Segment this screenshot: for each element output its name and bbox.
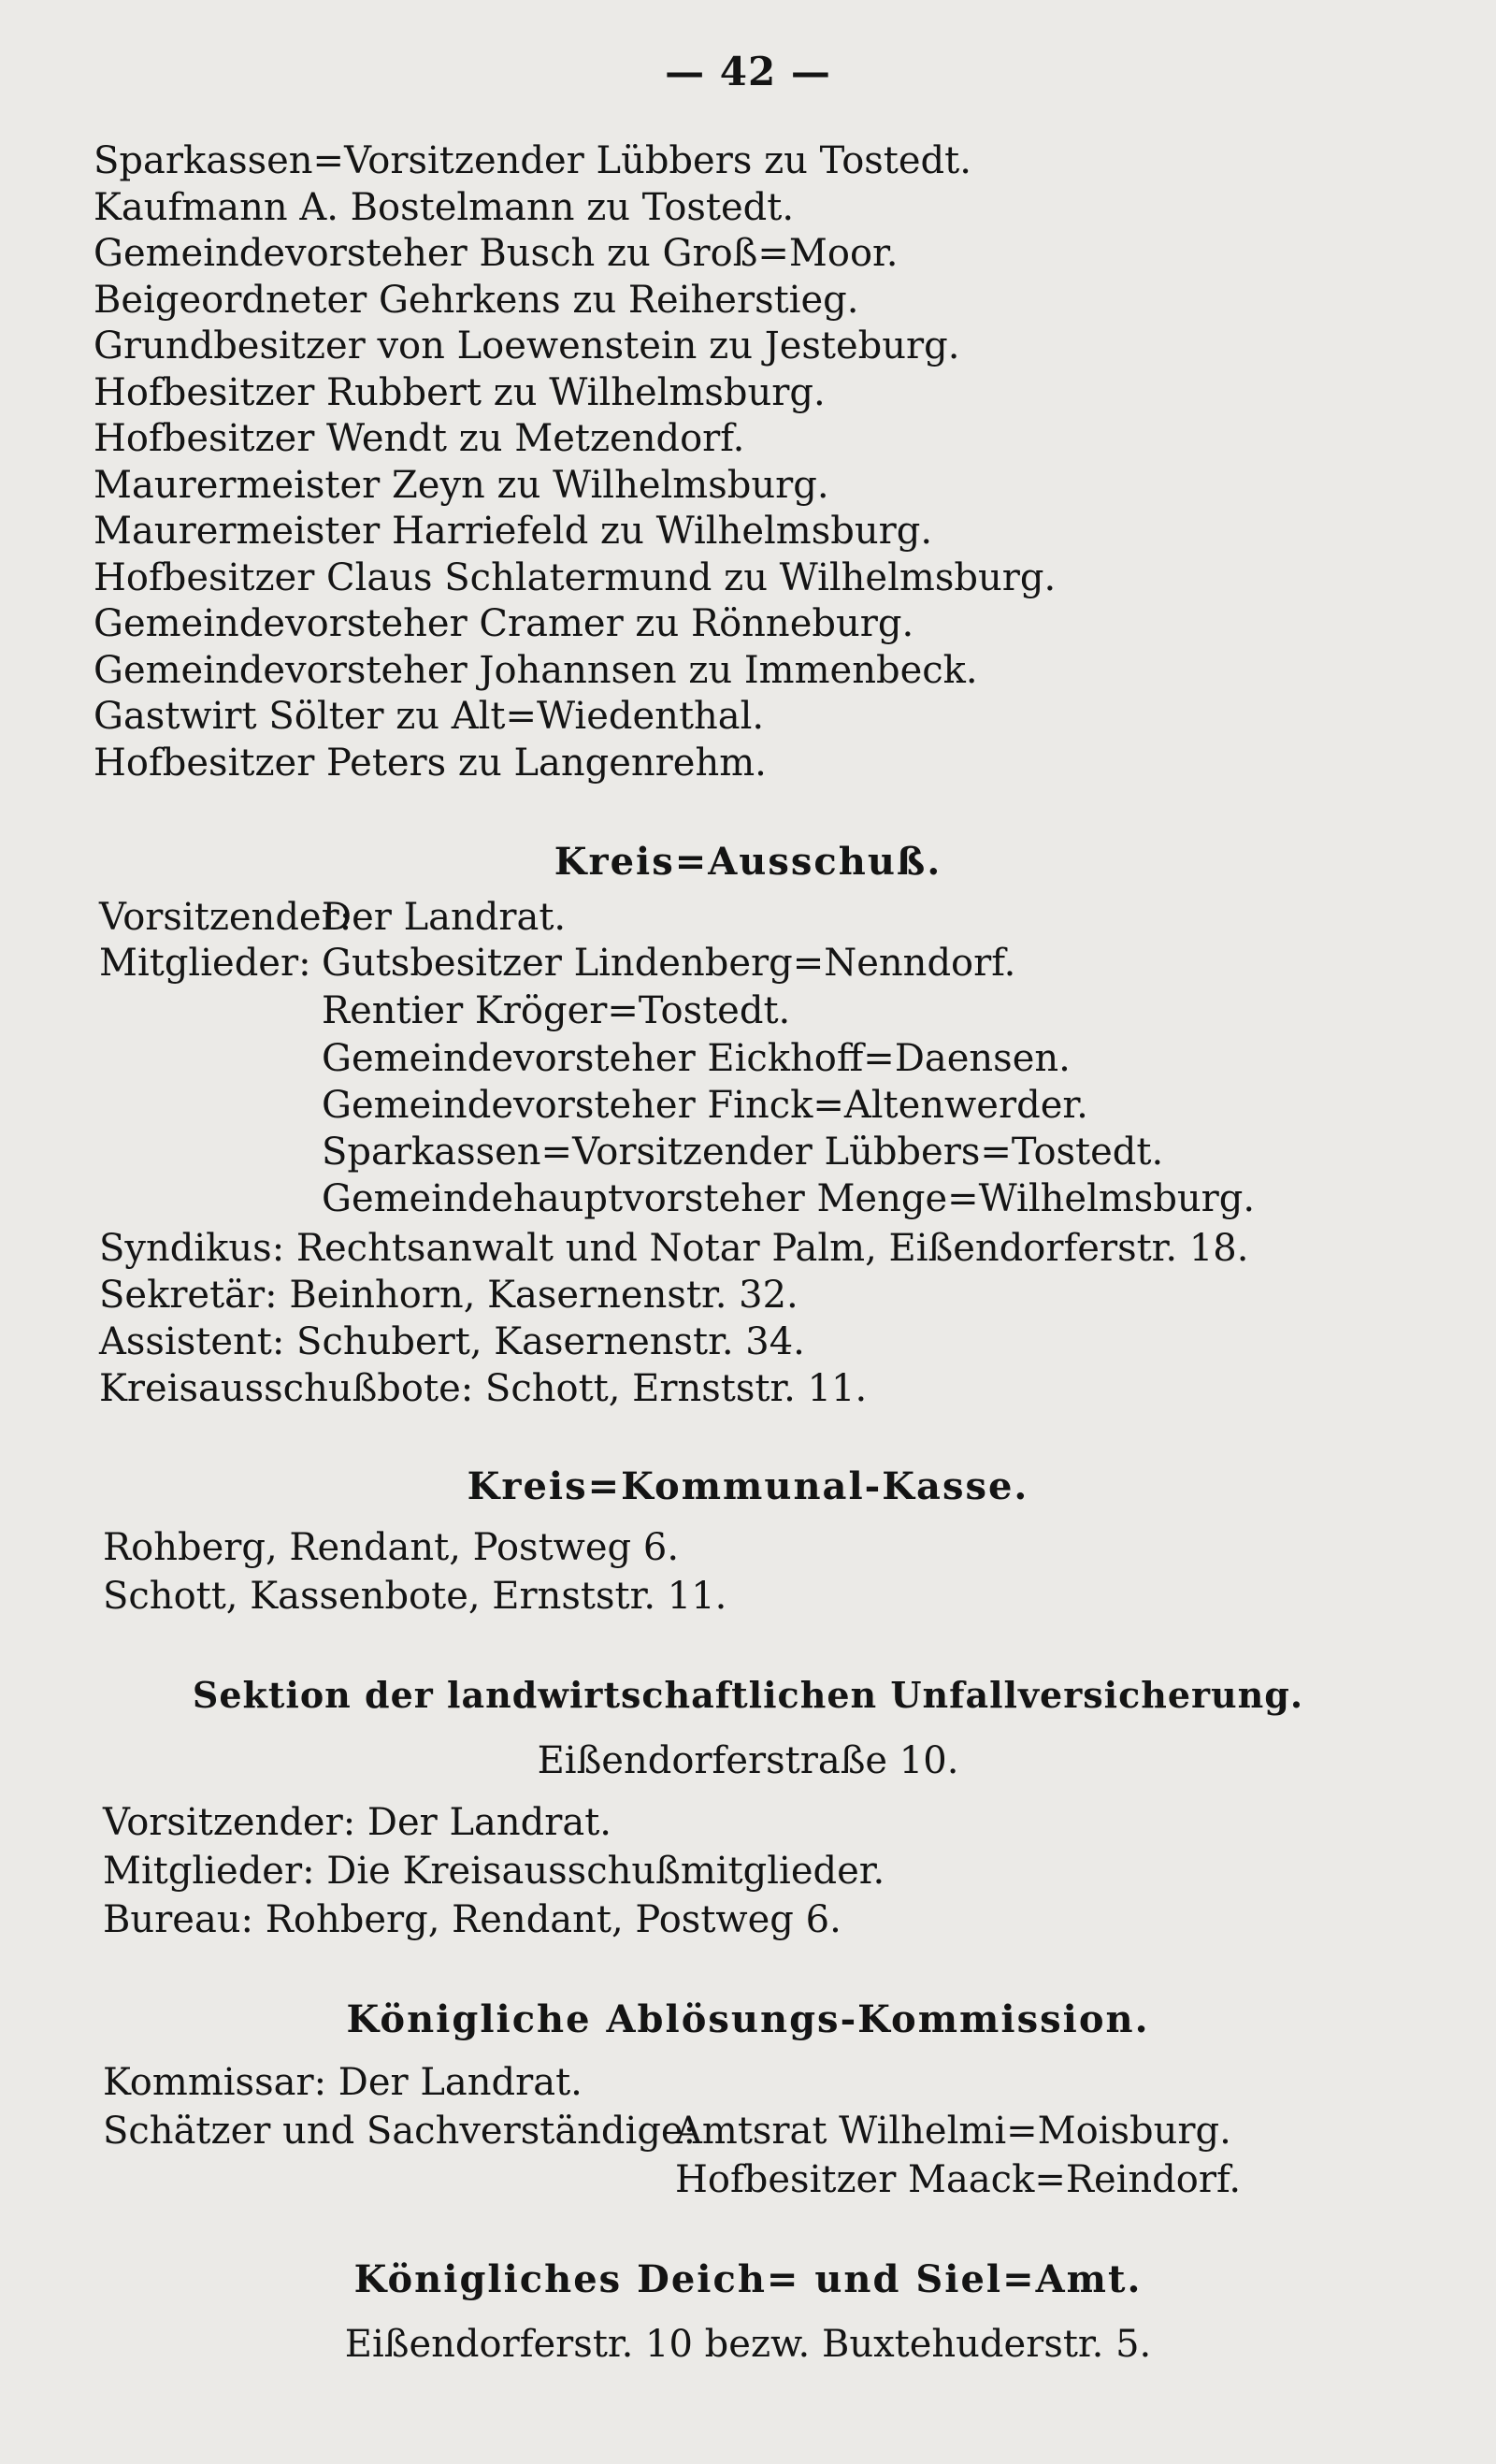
list-item: Rentier Kröger=Tostedt. xyxy=(322,989,791,1032)
sekretaer-line: Sekretär: Beinhorn, Kasernenstr. 32. xyxy=(99,1274,798,1317)
vorsitzender-value: Der Landrat. xyxy=(322,896,567,939)
list-item: Hofbesitzer Maack=Reindorf. xyxy=(675,2158,1242,2201)
list-item: Hofbesitzer Peters zu Langenrehm. xyxy=(94,741,767,785)
mitglieder-label: Mitglieder: xyxy=(99,942,311,985)
list-item: Gemeindevorsteher Eickhoff=Daensen. xyxy=(322,1037,1071,1080)
list-item: Gemeindevorsteher Johannsen zu Immenbeck. xyxy=(94,648,978,692)
assistent-line: Assistent: Schubert, Kasernenstr. 34. xyxy=(99,1320,805,1363)
list-item: Gutsbesitzer Lindenberg=Nenndorf. xyxy=(322,942,1016,985)
kommissar-line: Kommissar: Der Landrat. xyxy=(103,2061,583,2104)
syndikus-line: Syndikus: Rechtsanwalt und Notar Palm, Eißendorferstr. 18. xyxy=(99,1227,1249,1270)
list-item: Maurermeister Zeyn zu Wilhelmsburg. xyxy=(94,463,829,507)
kommunal-kasse-heading: Kreis=Kommunal-Kasse. xyxy=(467,1464,1029,1508)
list-item: Rohberg, Rendant, Postweg 6. xyxy=(103,1526,680,1569)
page-number: — 42 — xyxy=(665,49,831,94)
vorsitzender-label: Vorsitzender: xyxy=(99,896,352,939)
list-item: Gemeindehauptvorsteher Menge=Wilhelmsburg. xyxy=(322,1177,1256,1220)
list-item: Mitglieder: Die Kreisausschußmitglieder. xyxy=(103,1850,885,1893)
list-item: Schott, Kassenbote, Ernststr. 11. xyxy=(103,1575,727,1618)
list-item: Hofbesitzer Claus Schlatermund zu Wilhelmsburg. xyxy=(94,555,1057,599)
list-item: Sparkassen=Vorsitzender Lübbers=Tostedt. xyxy=(322,1131,1164,1174)
members-list xyxy=(94,138,1056,786)
schaetzer-label: Schätzer und Sachverständige: xyxy=(103,2110,697,2153)
list-item: Gemeindevorsteher Finck=Altenwerder. xyxy=(322,1084,1088,1127)
list-item: Maurermeister Harriefeld zu Wilhelmsburg. xyxy=(94,510,933,553)
list-item: Hofbesitzer Wendt zu Metzendorf. xyxy=(94,417,745,460)
list-item: Kaufmann A. Bostelmann zu Tostedt. xyxy=(94,185,795,229)
list-item: Gemeindevorsteher Cramer zu Rönneburg. xyxy=(94,602,914,645)
list-item: Sparkassen=Vorsitzender Lübbers zu Tostedt. xyxy=(94,139,971,182)
abloesungs-heading: Königliche Ablösungs-Kommission. xyxy=(346,1997,1150,2041)
list-item: Vorsitzender: Der Landrat. xyxy=(103,1801,612,1844)
sektion-heading: Sektion der landwirtschaftlichen Unfallversicherung. xyxy=(192,1674,1304,1716)
deich-heading: Königliches Deich= und Siel=Amt. xyxy=(353,2257,1143,2301)
list-item: Gemeindevorsteher Busch zu Groß=Moor. xyxy=(94,232,899,275)
bote-line: Kreisausschußbote: Schott, Ernststr. 11. xyxy=(99,1367,868,1410)
list-item: Grundbesitzer von Loewenstein zu Jesteburg. xyxy=(94,324,960,367)
kreis-ausschuss-heading: Kreis=Ausschuß. xyxy=(554,840,942,884)
deich-address: Eißendorferstr. 10 bezw. Buxtehuderstr. 5. xyxy=(344,2323,1152,2366)
list-item: Beigeordneter Gehrkens zu Reiherstieg. xyxy=(94,278,859,322)
list-item: Bureau: Rohberg, Rendant, Postweg 6. xyxy=(103,1898,842,1941)
list-item: Amtsrat Wilhelmi=Moisburg. xyxy=(675,2110,1231,2153)
list-item: Gastwirt Sölter zu Alt=Wiedenthal. xyxy=(94,695,765,738)
list-item: Hofbesitzer Rubbert zu Wilhelmsburg. xyxy=(94,370,826,414)
sektion-address: Eißendorferstraße 10. xyxy=(537,1739,959,1782)
